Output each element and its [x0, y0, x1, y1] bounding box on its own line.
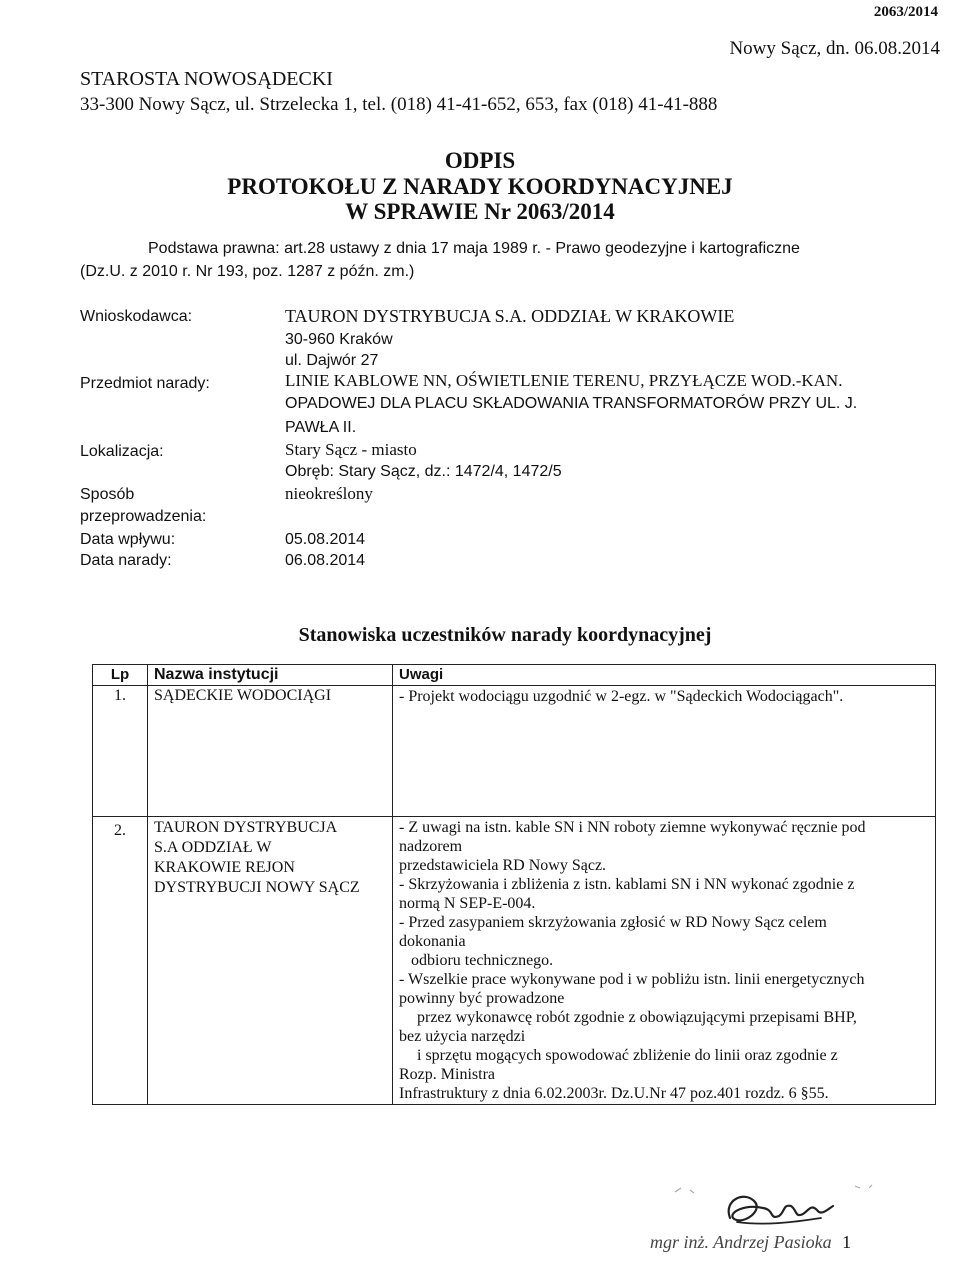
note-line: bez użycia narzędzi: [399, 1028, 526, 1045]
received-date-label: Data wpływu:: [80, 531, 176, 548]
note-line: powinny być prowadzone: [399, 990, 565, 1007]
note-line: Rozp. Ministra: [399, 1066, 495, 1083]
notes-cell: [393, 817, 936, 1105]
legal-basis-line-1: Podstawa prawna: art.28 ustawy z dnia 17 maja 1989 r. - Prawo geodezyjne i kartograficzne: [148, 240, 800, 257]
table-header-row: [93, 665, 936, 686]
institution-line: SĄDECKIE WODOCIĄGI: [154, 687, 332, 704]
page-number: 1: [842, 1232, 852, 1252]
meeting-date-label: Data narady:: [80, 552, 172, 569]
method-value: nieokreślony: [285, 484, 373, 503]
subject-line-1: LINIE KABLOWE NN, OŚWIETLENIE TERENU, PRZYŁĄCZE WOD.-KAN.: [285, 371, 843, 390]
method-label-cont: przeprowadzenia:: [80, 508, 207, 525]
column-header-notes: Uwagi: [393, 665, 936, 686]
participants-section-title: Stanowiska uczestników narady koordynacyjnej: [298, 624, 712, 646]
signatory-name-text: mgr inż. Andrzej Pasioka: [650, 1232, 832, 1252]
institution-line: S.A ODDZIAŁ W: [154, 839, 272, 856]
received-date-value: 05.08.2014: [285, 531, 366, 548]
location-line-2: Obręb: Stary Sącz, dz.: 1472/4, 1472/5: [285, 463, 562, 480]
meeting-date-value: 06.08.2014: [285, 552, 366, 569]
note-line: dokonania: [399, 933, 466, 950]
note-line: nadzorem: [399, 838, 463, 855]
column-header-institution: Nazwa instytucji: [148, 665, 393, 686]
note-line: przez wykonawcę robót zgodnie z obowiązującymi przepisami BHP,: [417, 1009, 857, 1026]
note-line: i sprzętu mogących spowodować zbliżenie do linii oraz zgodnie z: [417, 1047, 838, 1064]
signatory-name: [650, 1232, 851, 1253]
participants-table: [92, 664, 936, 1105]
note-line: przedstawiciela RD Nowy Sącz.: [399, 857, 607, 874]
signature-scribble: [645, 1160, 925, 1280]
institution-name: [148, 686, 393, 817]
institution-line: TAURON DYSTRYBUCJA: [154, 819, 338, 836]
subject-line-2: OPADOWEJ DLA PLACU SKŁADOWANIA TRANSFORMATORÓW PRZY UL. J.: [285, 395, 858, 412]
applicant-label: Wnioskodawca:: [80, 308, 193, 325]
institution-name: [148, 817, 393, 1105]
issuer-name: STAROSTA NOWOSĄDECKI: [80, 68, 333, 90]
table-row: [93, 817, 936, 1105]
location-line-1: Stary Sącz - miasto: [285, 440, 417, 459]
subject-line-3: PAWŁA II.: [285, 419, 357, 436]
table-row: [93, 686, 936, 817]
method-label: Sposób: [80, 486, 135, 503]
note-line: odbioru technicznego.: [411, 952, 554, 969]
row-number: 2.: [93, 817, 148, 1105]
place-and-date: Nowy Sącz, dn. 06.08.2014: [729, 38, 940, 59]
note-line: - Przed zasypaniem skrzyżowania zgłosić w RD Nowy Sącz celem: [399, 914, 827, 931]
row-number: 1.: [93, 686, 148, 817]
note-line: Infrastruktury z dnia 6.02.2003r. Dz.U.Nr 47 poz.401 rozdz. 6 §55.: [399, 1085, 829, 1102]
institution-line: KRAKOWIE REJON: [154, 859, 295, 876]
subject-label: Przedmiot narady:: [80, 375, 210, 392]
location-label: Lokalizacja:: [80, 443, 164, 460]
applicant-street: ul. Dajwór 27: [285, 352, 379, 369]
note-line: - Wszelkie prace wykonywane pod i w pobliżu istn. linii energetycznych: [399, 971, 865, 988]
notes-cell: [393, 686, 936, 817]
document-subtitle: PROTOKOŁU Z NARADY KOORDYNACYJNEJ: [227, 174, 733, 199]
institution-line: DYSTRYBUCJI NOWY SĄCZ: [154, 879, 360, 896]
note-line: normą N SEP-E-004.: [399, 895, 536, 912]
note-line: - Skrzyżowania i zbliżenia z istn. kablami SN i NN wykonać zgodnie z: [399, 876, 855, 893]
legal-basis-line-2: (Dz.U. z 2010 r. Nr 193, poz. 1287 z późn. zm.): [80, 263, 415, 280]
document-title: ODPIS: [444, 148, 516, 173]
document-case-title: W SPRAWIE Nr 2063/2014: [345, 199, 615, 224]
issuer-address: 33-300 Nowy Sącz, ul. Strzelecka 1, tel. (018) 41-41-652, 653, fax (018) 41-41-888: [80, 94, 718, 115]
note-line: - Projekt wodociągu uzgodnić w 2-egz. w "Sądeckich Wodociągach".: [399, 688, 844, 705]
column-header-lp: Lp: [93, 665, 148, 686]
note-line: - Z uwagi na istn. kable SN i NN roboty ziemne wykonywać ręcznie pod: [399, 819, 866, 836]
case-number: 2063/2014: [873, 4, 938, 20]
applicant-city: 30-960 Kraków: [285, 331, 393, 348]
applicant-name: TAURON DYSTRYBUCJA S.A. ODDZIAŁ W KRAKOWIE: [285, 306, 735, 326]
